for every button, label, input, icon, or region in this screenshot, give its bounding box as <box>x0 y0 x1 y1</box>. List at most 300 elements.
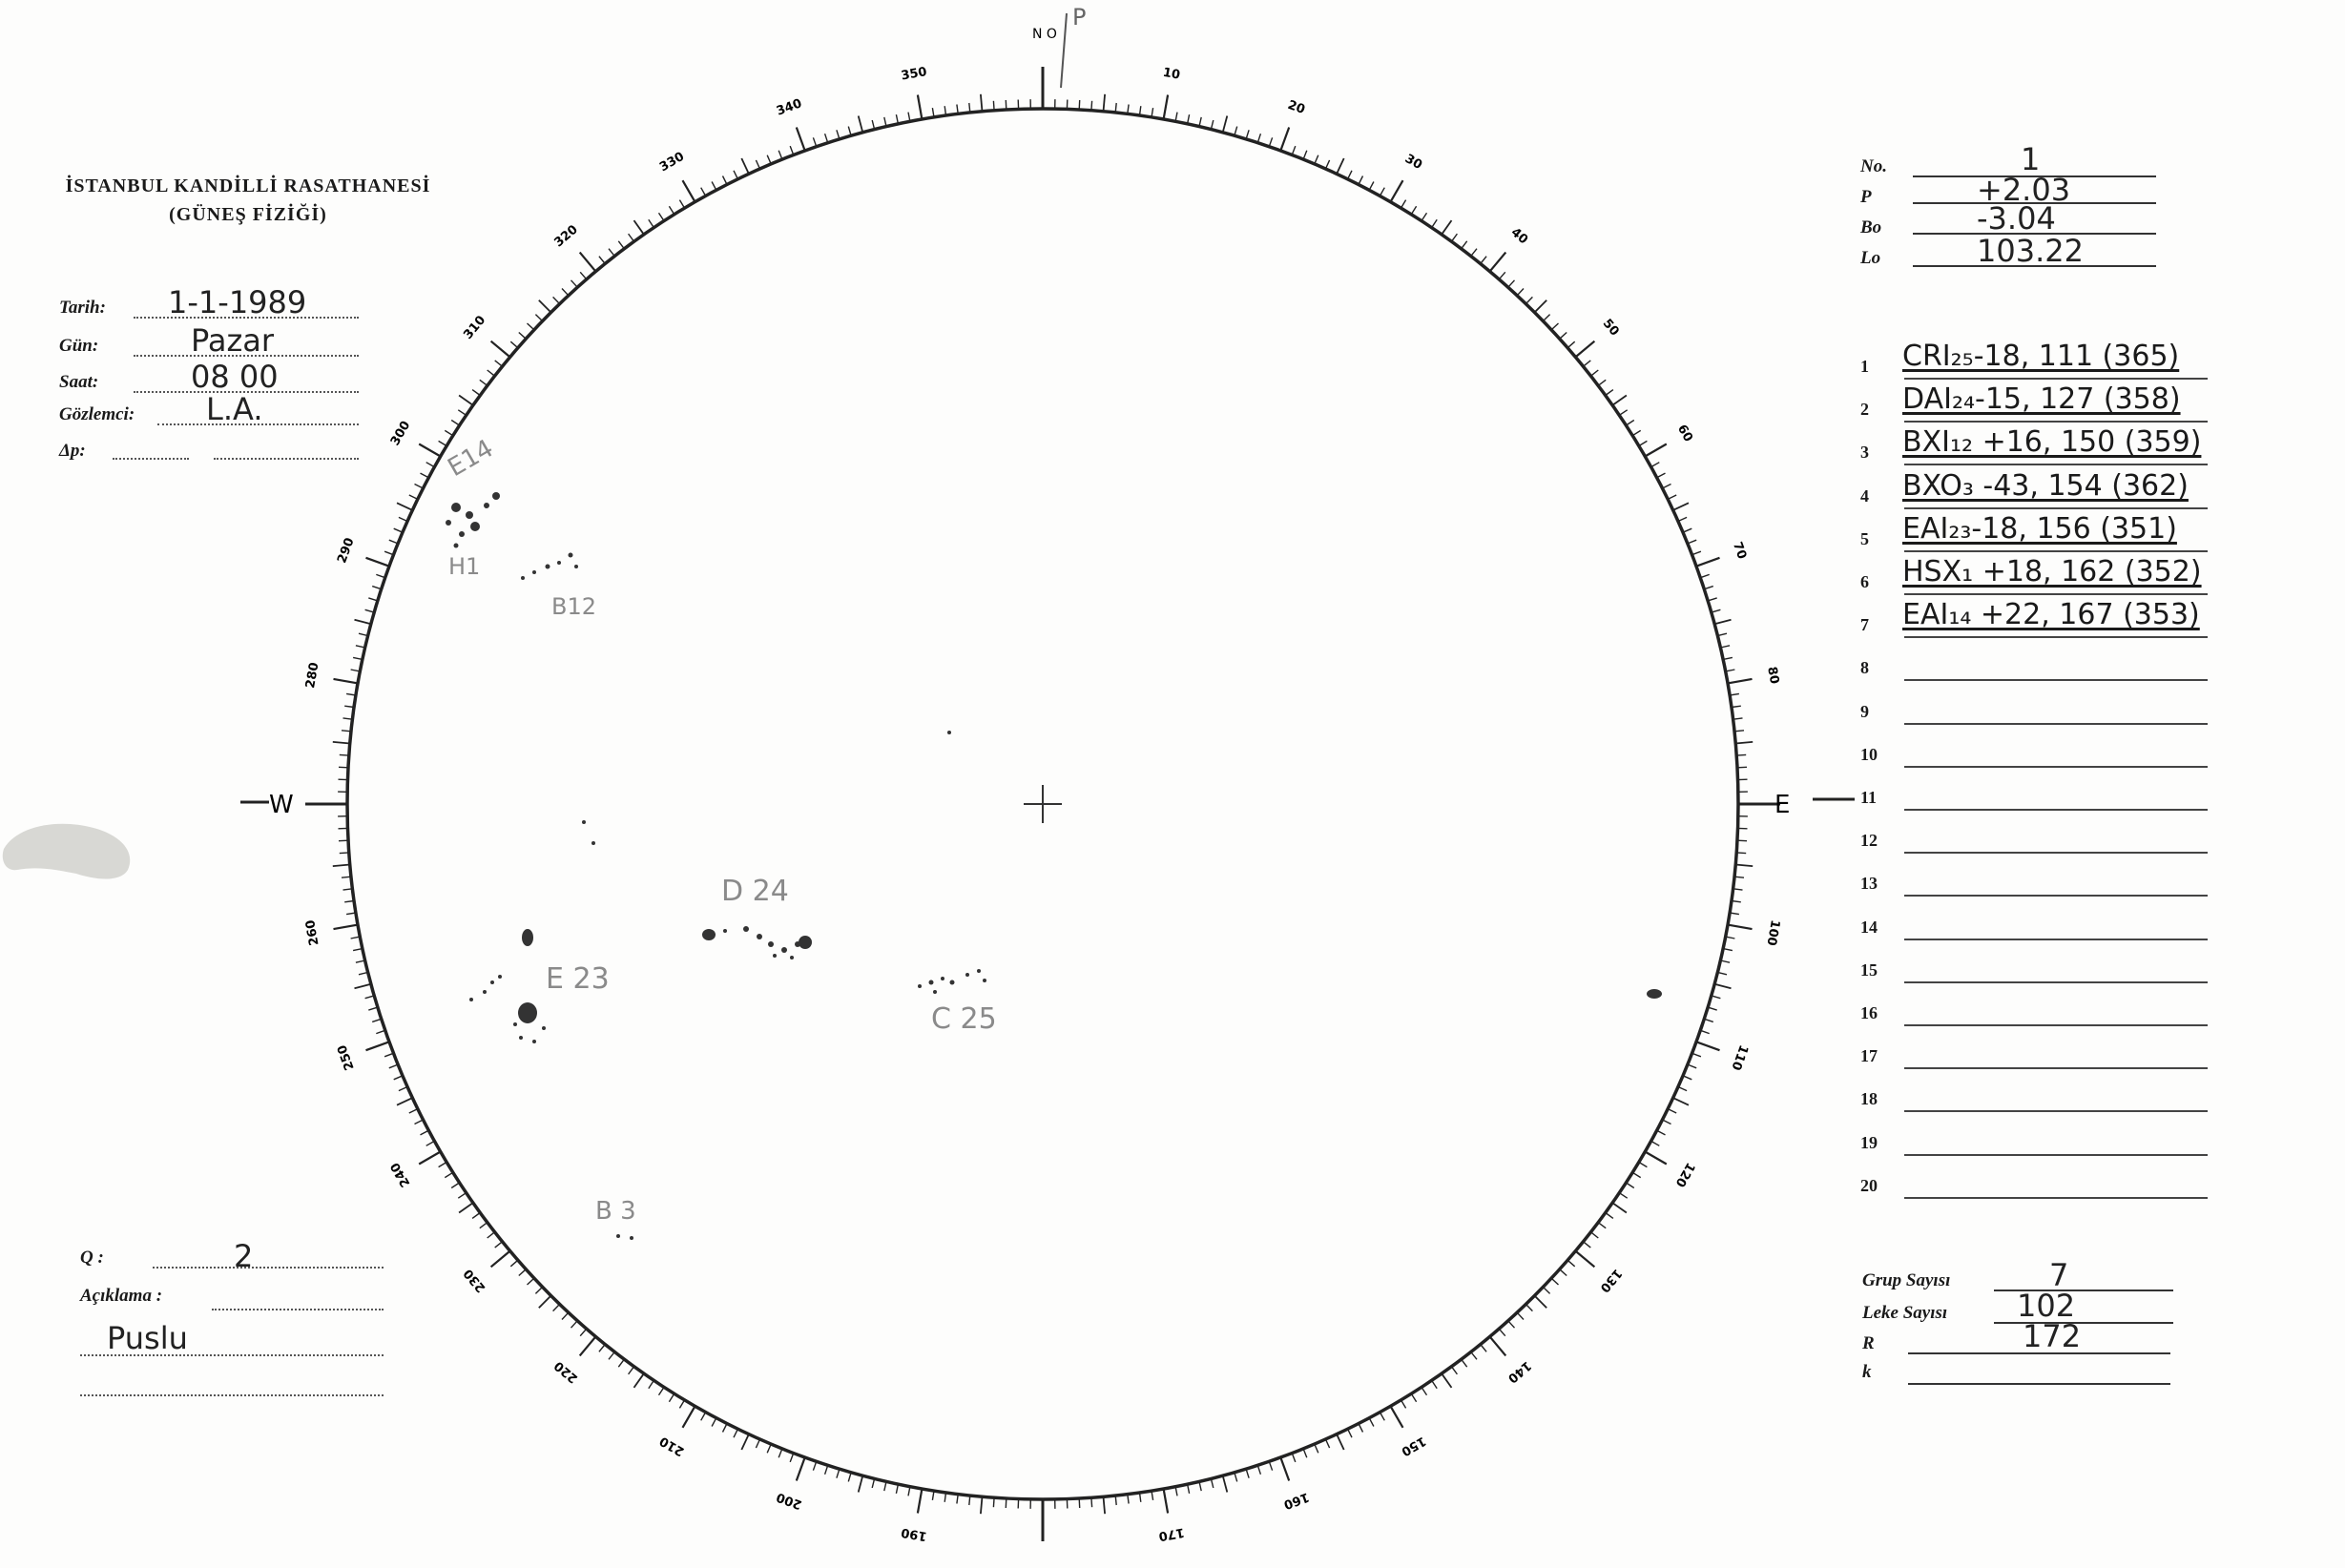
degree-tick <box>528 323 534 330</box>
degree-tick <box>1737 767 1747 768</box>
degree-tick <box>528 1278 534 1285</box>
degree-tick <box>1499 272 1505 279</box>
degree-label: 170 <box>1157 1524 1186 1543</box>
degree-tick <box>609 1352 614 1360</box>
degree-tick <box>683 180 695 202</box>
degree-label: 40 <box>1507 225 1531 248</box>
degree-tick <box>1678 1087 1687 1091</box>
lo-value[interactable]: 103.22 <box>1977 233 2084 269</box>
degree-tick <box>1591 1232 1599 1238</box>
degree-tick <box>741 158 749 174</box>
delta-p-label: Δp: <box>59 441 86 461</box>
degree-tick <box>848 127 851 136</box>
remark-label: Açıklama : <box>80 1286 163 1306</box>
degree-tick <box>1303 1449 1307 1457</box>
degree-tick <box>535 1287 542 1293</box>
degree-label: 100 <box>1763 918 1782 947</box>
degree-tick <box>1712 996 1721 999</box>
degree-tick <box>459 1203 473 1212</box>
remark-value[interactable]: Puslu <box>107 1320 188 1356</box>
degree-tick <box>389 1064 398 1068</box>
degree-tick <box>333 865 350 867</box>
degree-tick <box>1223 116 1228 133</box>
time-value[interactable]: 08 00 <box>191 359 279 395</box>
degree-tick <box>1432 219 1438 227</box>
degree-label: 60 <box>1673 422 1695 445</box>
degree-tick <box>1490 1336 1506 1355</box>
degree-tick <box>1704 587 1713 589</box>
degree-tick <box>394 1076 403 1080</box>
degree-tick <box>1560 1269 1567 1276</box>
degree-tick <box>1632 430 1641 435</box>
degree-tick <box>969 1496 970 1505</box>
degree-tick <box>389 540 398 544</box>
group-row-number: 13 <box>1860 874 1878 894</box>
degree-tick <box>1700 574 1709 577</box>
degree-tick <box>634 1373 644 1388</box>
degree-tick <box>981 1496 983 1514</box>
degree-tick <box>439 441 447 445</box>
degree-tick <box>1337 158 1344 174</box>
degree-tick <box>553 297 560 303</box>
group-row-text[interactable]: BXI₁₂ +16, 150 (359) <box>1902 425 2202 460</box>
degree-tick <box>1257 1465 1260 1475</box>
degree-tick <box>683 1406 695 1428</box>
degree-tick <box>1442 1373 1451 1388</box>
degree-tick <box>669 206 674 215</box>
q-label: Q : <box>80 1248 104 1268</box>
degree-tick <box>1091 1497 1092 1507</box>
degree-tick <box>580 272 587 279</box>
degree-tick <box>1452 234 1458 241</box>
group-row-number: 6 <box>1860 572 1869 591</box>
degree-tick <box>1560 333 1567 340</box>
degree-tick <box>1668 1109 1676 1113</box>
group-row-number: 5 <box>1860 528 1869 548</box>
degree-tick <box>1663 485 1671 489</box>
degree-tick <box>1606 1213 1613 1219</box>
spot-label-e23: E 23 <box>546 962 610 996</box>
degree-tick <box>1551 1278 1558 1285</box>
degree-tick <box>1269 137 1272 146</box>
q-value[interactable]: 2 <box>234 1238 254 1274</box>
degree-tick <box>562 1312 569 1319</box>
degree-tick <box>1737 840 1747 841</box>
degree-tick <box>1567 341 1575 348</box>
degree-tick <box>1651 1141 1660 1145</box>
group-row-number: 2 <box>1860 400 1869 420</box>
degree-tick <box>797 128 805 152</box>
degree-tick <box>1728 679 1753 684</box>
degree-label: 150 <box>1398 1433 1429 1459</box>
degree-tick <box>1411 206 1416 215</box>
degree-tick <box>1734 731 1744 732</box>
degree-tick <box>609 249 614 257</box>
degree-label: 290 <box>335 535 358 566</box>
degree-label: 160 <box>1281 1489 1312 1512</box>
degree-tick <box>1696 558 1720 567</box>
group-row-number: 4 <box>1860 485 1869 505</box>
pole-arrow <box>1061 13 1067 88</box>
degree-tick <box>580 1336 596 1355</box>
p-value[interactable]: +2.03 <box>1977 172 2071 208</box>
degree-tick <box>1714 620 1731 625</box>
bo-label: Bo <box>1860 217 1882 237</box>
degree-tick <box>495 1242 503 1248</box>
degree-tick <box>813 137 816 146</box>
degree-tick <box>1632 1172 1641 1177</box>
degree-label: 330 <box>656 149 688 175</box>
degree-tick <box>1639 441 1648 445</box>
degree-tick <box>1246 130 1249 139</box>
degree-tick <box>1115 103 1116 113</box>
degree-tick <box>1584 361 1591 366</box>
degree-tick <box>767 1444 771 1453</box>
degree-tick <box>1645 444 1667 457</box>
degree-tick <box>510 341 518 348</box>
degree-tick <box>562 289 569 296</box>
degree-tick <box>334 925 359 930</box>
degree-tick <box>365 609 375 612</box>
degree-label: 210 <box>656 1433 688 1459</box>
degree-tick <box>472 390 480 396</box>
degree-tick <box>580 253 596 272</box>
degree-tick <box>334 679 359 684</box>
degree-tick <box>372 587 382 589</box>
degree-tick <box>1115 1496 1116 1505</box>
degree-tick <box>426 1141 435 1145</box>
degree-tick <box>1736 754 1746 755</box>
department-title: (GÜNEŞ FİZİĞİ) <box>169 204 327 225</box>
r-label: R <box>1862 1333 1875 1353</box>
spot-label-b3: B 3 <box>595 1197 636 1226</box>
degree-tick <box>734 1429 737 1437</box>
degree-label: 300 <box>387 418 414 449</box>
degree-tick <box>421 1130 429 1135</box>
degree-tick <box>1235 1473 1237 1482</box>
degree-tick <box>491 1251 510 1268</box>
degree-tick <box>535 315 542 321</box>
degree-label: 340 <box>774 96 804 119</box>
degree-tick <box>355 620 371 625</box>
group-row-number: 3 <box>1860 443 1869 463</box>
group-row-text[interactable]: EAI₁₄ +22, 167 (353) <box>1902 598 2200 632</box>
spot-count-label: Leke Sayısı <box>1862 1303 1948 1323</box>
degree-tick <box>459 396 473 405</box>
degree-tick <box>825 1465 828 1475</box>
degree-tick <box>790 146 794 155</box>
degree-tick <box>1380 188 1384 196</box>
degree-tick <box>353 657 363 659</box>
degree-tick <box>1735 742 1753 744</box>
degree-tick <box>1575 341 1594 358</box>
degree-tick <box>1575 1251 1594 1268</box>
degree-tick <box>659 213 665 220</box>
degree-tick <box>1517 1312 1524 1319</box>
degree-tick <box>1723 949 1733 951</box>
degree-tick <box>1606 390 1613 396</box>
degree-tick <box>1692 551 1701 555</box>
degree-tick <box>1442 220 1451 235</box>
degree-label: 190 <box>900 1524 928 1543</box>
degree-tick <box>629 234 634 241</box>
degree-tick <box>1626 421 1633 426</box>
degree-tick <box>1723 657 1733 659</box>
spot-label-c25: C 25 <box>931 1002 997 1036</box>
group-row-number: 18 <box>1860 1089 1878 1109</box>
degree-tick <box>1303 151 1307 159</box>
degree-tick <box>539 1296 551 1309</box>
degree-tick <box>1673 503 1689 510</box>
degree-label: 20 <box>1285 97 1307 118</box>
lo-label: Lo <box>1860 248 1881 268</box>
degree-tick <box>1688 540 1696 544</box>
bo-value[interactable]: -3.04 <box>1977 200 2056 237</box>
degree-tick <box>1462 241 1467 249</box>
degree-tick <box>1452 1367 1458 1374</box>
degree-tick <box>340 853 349 854</box>
degree-tick <box>1567 1260 1575 1267</box>
degree-tick <box>1411 1393 1416 1402</box>
group-row-text[interactable]: CRI₂₅-18, 111 (365) <box>1902 340 2180 373</box>
degree-tick <box>333 742 350 744</box>
degree-tick <box>571 1321 578 1328</box>
degree-tick <box>1712 609 1721 612</box>
group-row-number: 14 <box>1860 917 1878 937</box>
sunspots <box>446 492 1662 1240</box>
degree-tick <box>488 370 495 376</box>
date-label: Tarih: <box>59 298 106 318</box>
degree-tick <box>1735 865 1753 867</box>
degree-tick <box>571 280 578 287</box>
degree-tick <box>778 151 782 159</box>
degree-tick <box>1432 1380 1438 1388</box>
degree-tick <box>409 1109 418 1113</box>
degree-tick <box>355 984 371 989</box>
degree-tick <box>1525 297 1532 303</box>
group-row-text[interactable]: DAI₂₄-15, 127 (358) <box>1902 382 2181 417</box>
pole-label: P <box>1072 4 1087 31</box>
degree-tick <box>859 1475 863 1492</box>
degree-tick <box>1481 257 1486 264</box>
degree-tick <box>1269 1461 1272 1470</box>
group-row-number: 11 <box>1860 788 1878 807</box>
group-row-number: 12 <box>1860 831 1878 851</box>
degree-tick <box>1091 101 1092 111</box>
degree-tick <box>848 1473 851 1482</box>
degree-tick <box>340 754 349 755</box>
degree-tick <box>993 101 994 111</box>
degree-tick <box>1508 1321 1515 1328</box>
degree-tick <box>342 731 351 732</box>
degree-tick <box>426 463 435 467</box>
degree-tick <box>1104 94 1106 112</box>
degree-tick <box>701 188 706 196</box>
degree-tick <box>1508 280 1515 287</box>
degree-tick <box>1391 180 1403 202</box>
group-row-text[interactable]: EAI₂₃-18, 156 (351) <box>1902 511 2177 546</box>
degree-tick <box>580 1329 587 1336</box>
degree-tick <box>1079 1498 1080 1508</box>
degree-tick <box>368 1007 378 1010</box>
degree-tick <box>1525 1304 1532 1310</box>
spot-count-value[interactable]: 102 <box>2017 1288 2076 1324</box>
degree-tick <box>1326 1439 1330 1448</box>
degree-tick <box>669 1393 674 1402</box>
degree-label: 200 <box>774 1489 804 1512</box>
group-row-text[interactable]: BXO₃ -43, 154 (362) <box>1902 468 2189 503</box>
degree-tick <box>553 1304 560 1310</box>
observer-label: Gözlemci: <box>59 404 135 424</box>
degree-tick <box>1651 463 1660 467</box>
degree-tick <box>439 1163 447 1167</box>
group-row-number: 7 <box>1860 615 1869 635</box>
degree-tick <box>1280 128 1289 152</box>
degree-tick <box>896 1484 898 1494</box>
degree-tick <box>1696 1042 1720 1050</box>
group-row-number: 8 <box>1860 658 1869 678</box>
degree-tick <box>1348 1429 1352 1437</box>
degree-tick <box>756 160 759 169</box>
degree-tick <box>539 300 551 313</box>
degree-tick <box>1246 1469 1249 1478</box>
degree-label: 260 <box>303 918 322 947</box>
degree-tick <box>458 410 466 416</box>
degree-tick <box>1584 1242 1591 1248</box>
degree-tick <box>419 444 441 457</box>
degree-tick <box>825 134 828 143</box>
degree-tick <box>1235 127 1237 136</box>
degree-tick <box>618 1359 624 1367</box>
degree-tick <box>1688 1064 1696 1068</box>
degree-tick <box>679 1400 684 1409</box>
group-row-number: 9 <box>1860 701 1869 721</box>
degree-tick <box>1369 1418 1374 1427</box>
degree-tick <box>376 574 384 577</box>
degree-tick <box>993 1497 994 1507</box>
degree-label: 240 <box>387 1159 414 1190</box>
degree-tick <box>1348 171 1352 179</box>
group-row-text[interactable]: HSX₁ +18, 162 (352) <box>1902 555 2202 588</box>
degree-tick <box>1188 1484 1190 1494</box>
degree-tick <box>1315 1444 1318 1453</box>
group-row-number: 15 <box>1860 959 1878 980</box>
spot-label-b12: B12 <box>551 593 597 620</box>
degree-tick <box>368 598 378 601</box>
degree-tick <box>1462 1359 1467 1367</box>
degree-tick <box>1668 495 1676 499</box>
degree-tick <box>712 1418 716 1427</box>
spot-label-d24: D 24 <box>721 875 789 908</box>
east-label: E <box>1774 791 1791 819</box>
degree-label: 320 <box>551 222 581 251</box>
p-label: P <box>1860 187 1872 207</box>
degree-tick <box>1704 1019 1713 1021</box>
degree-tick <box>1079 100 1080 110</box>
degree-tick <box>1612 396 1627 405</box>
degree-tick <box>399 1087 407 1091</box>
degree-tick <box>649 219 654 227</box>
degree-label: 120 <box>1671 1159 1698 1190</box>
degree-tick <box>1188 114 1190 124</box>
k-label: k <box>1862 1362 1872 1382</box>
degree-tick <box>1490 253 1506 272</box>
degree-tick <box>1645 1152 1667 1165</box>
group-row-number: 19 <box>1860 1132 1878 1152</box>
degree-tick <box>1700 1030 1709 1033</box>
degree-label: 350 <box>900 65 928 84</box>
degree-tick <box>859 116 863 133</box>
degree-tick <box>1401 1400 1406 1409</box>
degree-tick <box>1708 598 1717 601</box>
degree-tick <box>394 528 403 532</box>
degree-tick <box>1359 176 1363 185</box>
spot-label-e14: E14 <box>443 434 499 484</box>
degree-tick <box>659 1387 665 1394</box>
degree-tick <box>1678 517 1687 521</box>
group-count-value[interactable]: 7 <box>2049 1257 2069 1293</box>
group-row-number: 10 <box>1860 744 1878 764</box>
r-value[interactable]: 172 <box>2023 1318 2082 1354</box>
degree-label: 70 <box>1729 540 1750 562</box>
degree-tick <box>712 182 716 191</box>
date-value[interactable]: 1-1-1989 <box>168 284 307 320</box>
degree-tick <box>1315 155 1318 164</box>
degree-tick <box>339 840 348 841</box>
degree-tick <box>519 1269 526 1276</box>
degree-tick <box>1626 1183 1633 1188</box>
day-value[interactable]: Pazar <box>191 322 275 359</box>
degree-tick <box>778 1449 782 1457</box>
disk-center-cross <box>1024 785 1062 823</box>
degree-tick <box>679 200 684 209</box>
degree-tick <box>445 1172 453 1177</box>
degree-tick <box>629 1367 634 1374</box>
degree-tick <box>1499 1329 1505 1336</box>
degree-label: 50 <box>1599 316 1622 340</box>
degree-tick <box>1481 1345 1486 1352</box>
degree-tick <box>1591 370 1599 376</box>
spot-group-labels <box>444 434 997 1226</box>
degree-tick <box>1728 925 1753 930</box>
degree-tick <box>397 1098 412 1105</box>
degree-tick <box>491 341 510 358</box>
degree-tick <box>599 1345 605 1352</box>
degree-tick <box>701 1413 706 1421</box>
degree-label: 280 <box>303 661 322 690</box>
no-label: No. <box>1860 156 1887 176</box>
degree-label: 250 <box>335 1042 358 1073</box>
degree-tick <box>1104 1496 1106 1514</box>
group-row-number: 16 <box>1860 1003 1878 1022</box>
degree-tick <box>756 1439 759 1448</box>
degree-tick <box>421 473 429 478</box>
degree-tick <box>1292 1454 1296 1462</box>
degree-tick <box>790 1454 794 1462</box>
degree-tick <box>1683 528 1691 532</box>
degree-tick <box>415 1120 424 1124</box>
degree-tick <box>384 1053 393 1057</box>
degree-tick <box>1551 323 1558 330</box>
degree-tick <box>1657 1130 1666 1135</box>
degree-tick <box>366 1042 390 1050</box>
degree-tick <box>365 996 375 999</box>
no-value[interactable]: 1 <box>2021 141 2041 177</box>
degree-label: 110 <box>1728 1042 1751 1073</box>
degree-tick <box>1471 1352 1477 1360</box>
degree-tick <box>495 361 503 366</box>
observer-value[interactable]: L.A. <box>206 391 263 427</box>
